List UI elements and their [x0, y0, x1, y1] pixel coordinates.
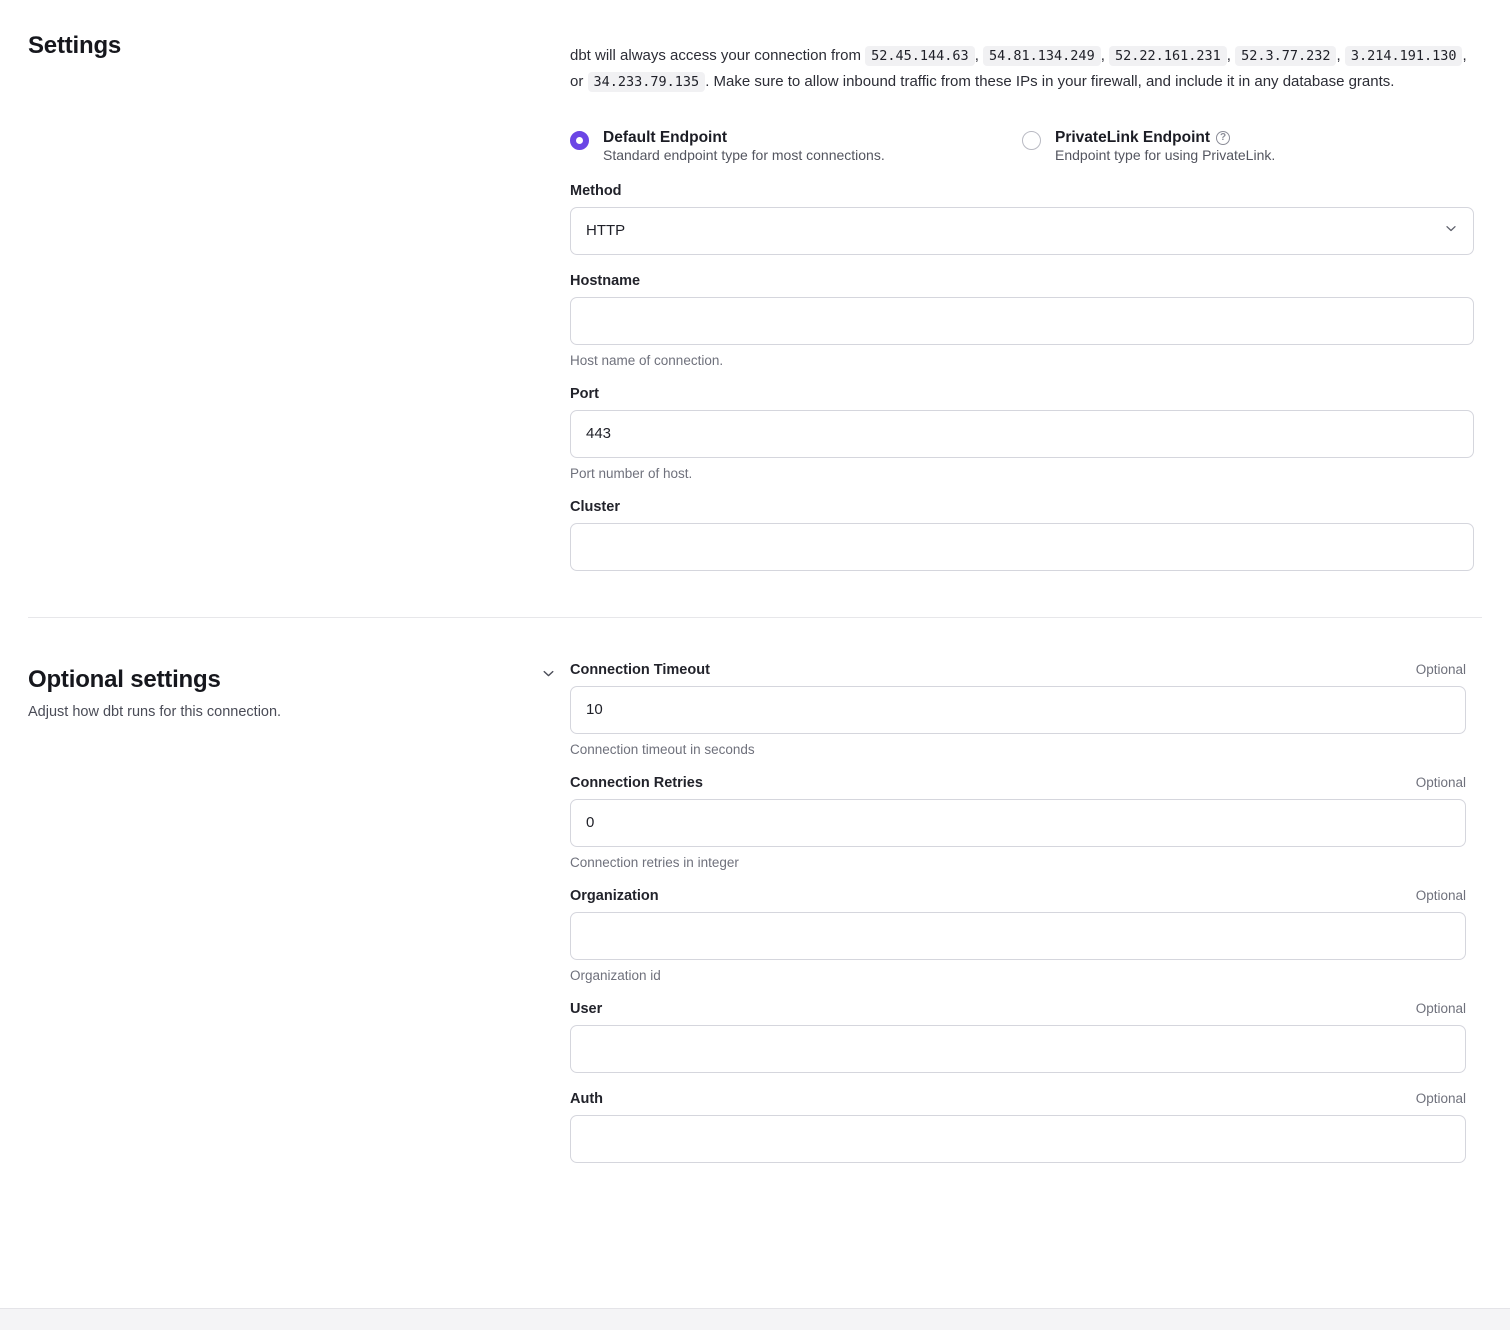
radio-option-default-endpoint[interactable]: [570, 129, 1022, 165]
settings-form: [570, 28, 1490, 571]
field-port-label: Port: [570, 385, 599, 402]
field-method: [570, 183, 1474, 255]
radio-privatelink-endpoint-desc: Endpoint type for using PrivateLink.: [1055, 146, 1276, 163]
connection-retries-input[interactable]: [570, 799, 1466, 847]
ip-chip-4: 52.3.77.232: [1235, 46, 1336, 66]
optional-tag-connection-timeout: Optional: [1415, 661, 1466, 677]
field-method-label: Method: [570, 182, 622, 199]
field-hostname-label: Hostname: [570, 272, 641, 289]
user-input[interactable]: [570, 1025, 1466, 1073]
method-select[interactable]: HTTP: [570, 207, 1474, 255]
ip-chip-3: 52.22.161.231: [1109, 46, 1227, 66]
cluster-input[interactable]: [570, 523, 1474, 571]
field-user: [570, 1001, 1466, 1073]
field-connection-retries: [570, 775, 1466, 870]
port-input[interactable]: [570, 410, 1474, 458]
connection-timeout-input[interactable]: [570, 686, 1466, 734]
optional-settings-form: [570, 662, 1482, 1163]
optional-settings-section: [0, 618, 1510, 1163]
field-hostname-hint: Host name of connection.: [570, 352, 724, 368]
organization-input[interactable]: [570, 912, 1466, 960]
ip-note-or: or: [570, 72, 584, 90]
settings-section-header: [28, 28, 570, 571]
field-cluster-label: Cluster: [570, 498, 620, 515]
ip-note-suffix: Make sure to allow inbound traffic from these IPs in your firewall, and include it in any database grants.: [713, 72, 1395, 90]
radio-default-endpoint-icon[interactable]: [570, 131, 589, 150]
optional-settings-header: [28, 662, 570, 1163]
field-connection-timeout-label: Connection Timeout: [570, 661, 710, 678]
ip-note-prefix: dbt will always access your connection from: [570, 47, 861, 64]
ip-sep-2: ,: [1100, 47, 1105, 64]
hostname-input[interactable]: [570, 297, 1474, 345]
ip-allowlist-note: [570, 43, 1470, 95]
field-connection-timeout: [570, 662, 1466, 757]
field-port-hint: Port number of host.: [570, 465, 693, 481]
ip-chip-5: 3.214.191.130: [1345, 46, 1463, 66]
help-icon[interactable]: ?: [1216, 131, 1230, 145]
optional-settings-title: Optional settings: [28, 665, 221, 693]
ip-chip-2: 54.81.134.249: [983, 46, 1101, 66]
optional-settings-subtitle: Adjust how dbt runs for this connection.: [28, 703, 282, 720]
chevron-down-icon[interactable]: [541, 666, 556, 686]
ip-sep-4: ,: [1336, 47, 1341, 64]
ip-sep-3: ,: [1226, 47, 1231, 64]
endpoint-radio-group: [570, 129, 1474, 165]
ip-sep-1: ,: [974, 47, 979, 64]
field-connection-retries-label: Connection Retries: [570, 774, 703, 791]
field-auth-label: Auth: [570, 1090, 604, 1107]
optional-tag-connection-retries: Optional: [1415, 774, 1466, 790]
auth-input[interactable]: [570, 1115, 1466, 1163]
ip-chip-6: 34.233.79.135: [588, 72, 706, 92]
optional-tag-user: Optional: [1415, 1000, 1466, 1016]
optional-tag-organization: Optional: [1415, 887, 1466, 903]
ip-sep-6: .: [705, 72, 710, 90]
radio-default-endpoint-label: [603, 129, 885, 147]
radio-privatelink-endpoint-label-text: PrivateLink Endpoint: [1055, 128, 1211, 146]
optional-tag-auth: Optional: [1415, 1090, 1466, 1106]
field-connection-timeout-hint: Connection timeout in seconds: [570, 741, 755, 757]
field-organization-hint: Organization id: [570, 967, 661, 983]
radio-default-endpoint-desc: Standard endpoint type for most connections.: [603, 146, 885, 163]
radio-privatelink-endpoint-label: [1055, 129, 1275, 147]
field-organization: [570, 888, 1466, 983]
field-hostname: [570, 273, 1474, 368]
field-cluster: [570, 499, 1474, 571]
ip-chip-1: 52.45.144.63: [865, 46, 975, 66]
method-select-wrapper[interactable]: [570, 207, 1474, 255]
bottom-bar: [0, 1308, 1510, 1330]
radio-option-privatelink-endpoint[interactable]: [1022, 129, 1474, 165]
radio-privatelink-endpoint-icon[interactable]: [1022, 131, 1041, 150]
field-organization-label: Organization: [570, 887, 659, 904]
field-auth: [570, 1091, 1466, 1163]
field-port: [570, 386, 1474, 481]
settings-section: [0, 0, 1510, 571]
ip-sep-5: ,: [1462, 47, 1467, 64]
field-connection-retries-hint: Connection retries in integer: [570, 854, 739, 870]
radio-default-endpoint-label-text: Default Endpoint: [603, 128, 727, 146]
field-user-label: User: [570, 1000, 603, 1017]
page-title: Settings: [28, 32, 122, 59]
